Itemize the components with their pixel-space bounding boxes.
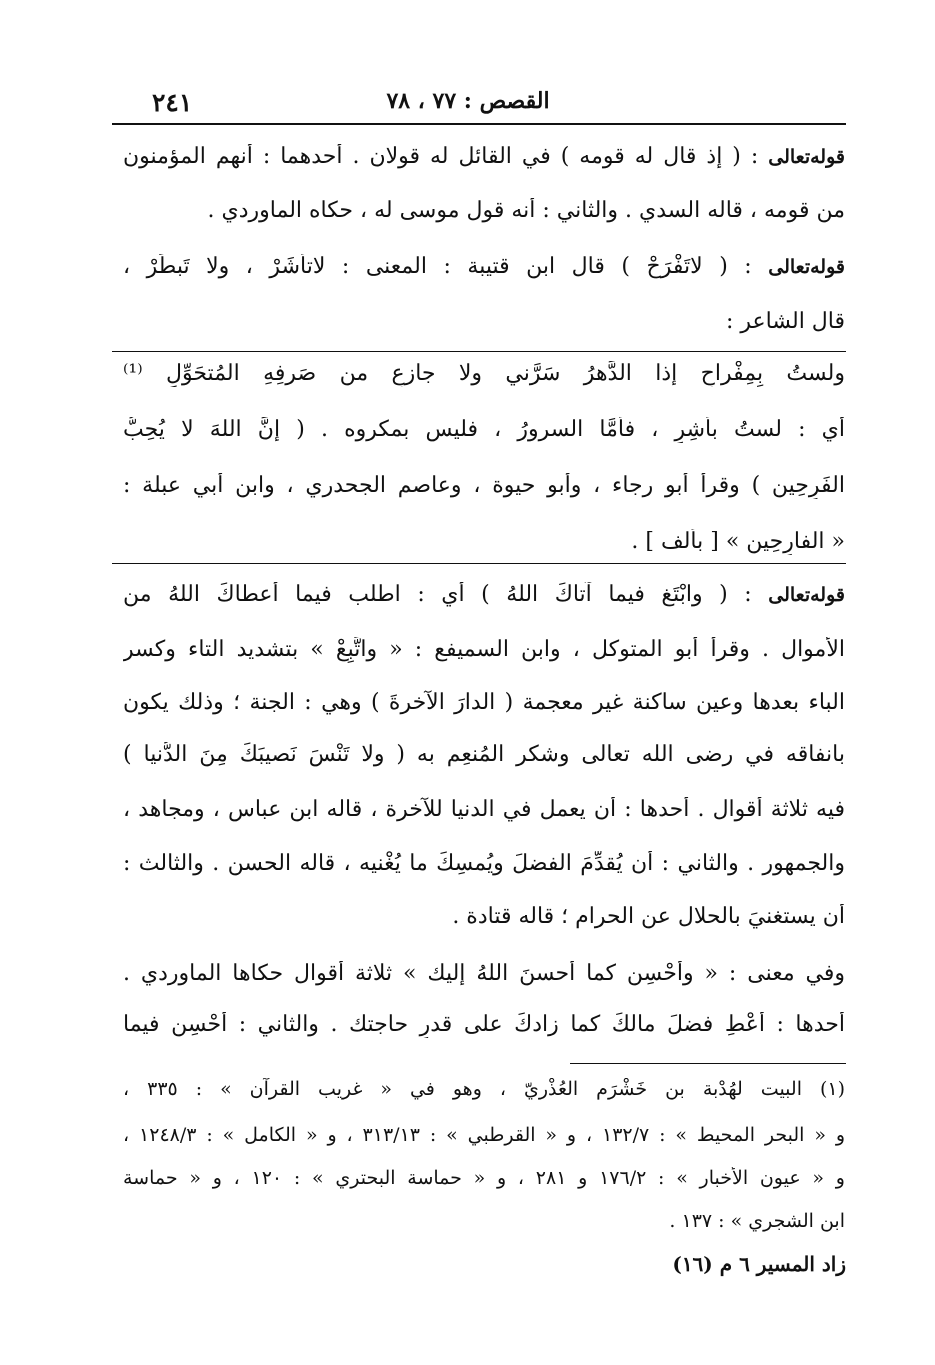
body-line: فيه ثلاثة أقوال . أحدها : أن يعمل في الدنيا للآخرة ، قاله ابن عباس ، ومجاهد ، — [123, 797, 845, 822]
body-line: قوله‌تعالى : ( وابْتَغِ فيما آتاكَ اللهُ ) أي : اطلب فيما أعطاكَ اللهُ من — [123, 582, 845, 607]
body-line: قوله‌تعالى : ( إذ قال له قومه ) في القائل له قولان . أحدهما : أنهم المؤمنون — [123, 144, 845, 169]
section-rule — [112, 563, 846, 564]
header-rule — [112, 123, 846, 125]
verse-label: قوله‌تعالى — [768, 584, 845, 606]
body-line: أن يستغنيَ بالحلال عن الحرام ؛ قاله قتادة . — [452, 904, 845, 929]
footnote-rule — [570, 1063, 846, 1064]
signature-mark: زاد المسير ٦ م (١٦) — [672, 1252, 846, 1276]
body-line: وفي معنى : « وأحْسِن كما أحسنَ اللهُ إليك » ثلاثة أقوال حكاها الماوردي . — [123, 961, 845, 986]
footnote-line: ابن الشجري » : ١٣٧ . — [669, 1210, 845, 1232]
running-header: القصص : ٧٧ ، ٧٨ — [386, 88, 550, 114]
body-line: بانفاقه في رضى الله تعالى وشكر المُنعِم به ( ولا تَنْسَ نَصيبَكَ مِنَ الدُّنيا ) — [123, 742, 845, 767]
verse-label: قوله‌تعالى — [768, 256, 845, 278]
footnote-line: (١) البيت لهُدْبة بن خَشْرَم العُذْريّ ، وهو في « غريب القرآن » : ٣٣٥ ، — [123, 1078, 845, 1100]
poetry-line: ولستُ بِمِفْراحٍ إذا الدَّهرُ سَرَّني ولا جازعٍ من صَرفِهِ المُتحَوِّلِ ⁽¹⁾ — [123, 361, 845, 386]
body-line: الفَرِحِين ) وقرأ أبو رجاء ، وأبو حيوة ، وعاصم الجحدري ، وابن أبي عبلة : — [123, 473, 845, 498]
body-line: قال الشاعر : — [725, 309, 845, 334]
body-line: أي : لستُ بأشِرٍ ، فأمَّا السرورُ ، فليس بمكروه . ( إنَّ اللهَ لا يُحِبُّ — [123, 417, 845, 442]
body-line: والجمهور . والثاني : أن يُقدِّمَ الفضلَ ويُمسِكَ ما يُغْنيه ، قاله الحسن . والثالث : — [123, 851, 845, 876]
body-line: قوله‌تعالى : ( لاتَفْرَحْ ) قال ابن قتيبة : المعنى : لاتأشَرْ ، ولا تَبطَرْ ، — [123, 254, 845, 279]
footnote-line: و « عيون الأخبار » : ١٧٦/٢ و ٢٨١ ، و « حماسة البحتري » : ١٢٠ ، و « حماسة — [123, 1167, 845, 1189]
section-rule — [112, 351, 846, 352]
body-line: « الفارِحِين » [ بألف ] . — [631, 529, 845, 554]
footnote-line: و « البحر المحيط » : ١٣٢/٧ ، و « القرطبي » : ٣١٣/١٣ ، و « الكامل » : ١٢٤٨/٣ ، — [123, 1124, 845, 1146]
page-number: ٢٤١ — [152, 88, 193, 117]
body-line: أحدها : أعْطِ فضلَ مالكَ كما زادكَ على قدرِ حاجتك . والثاني : أحْسِن فيما — [123, 1012, 845, 1037]
verse-label: قوله‌تعالى — [768, 146, 845, 168]
body-line: الباء بعدها وعين ساكنة غير معجمة ( الدارَ الآخرةَ ) وهي : الجنة ؛ وذلك يكون — [123, 690, 845, 715]
body-line: الأموال . وقرأ أبو المتوكل ، وابن السميفع : « واتَّبِعْ » بتشديد التاء وكسر — [123, 637, 845, 662]
body-line: من قومه ، قاله السدي . والثاني : أنه قول موسى له ، حكاه الماوردي . — [207, 198, 845, 223]
